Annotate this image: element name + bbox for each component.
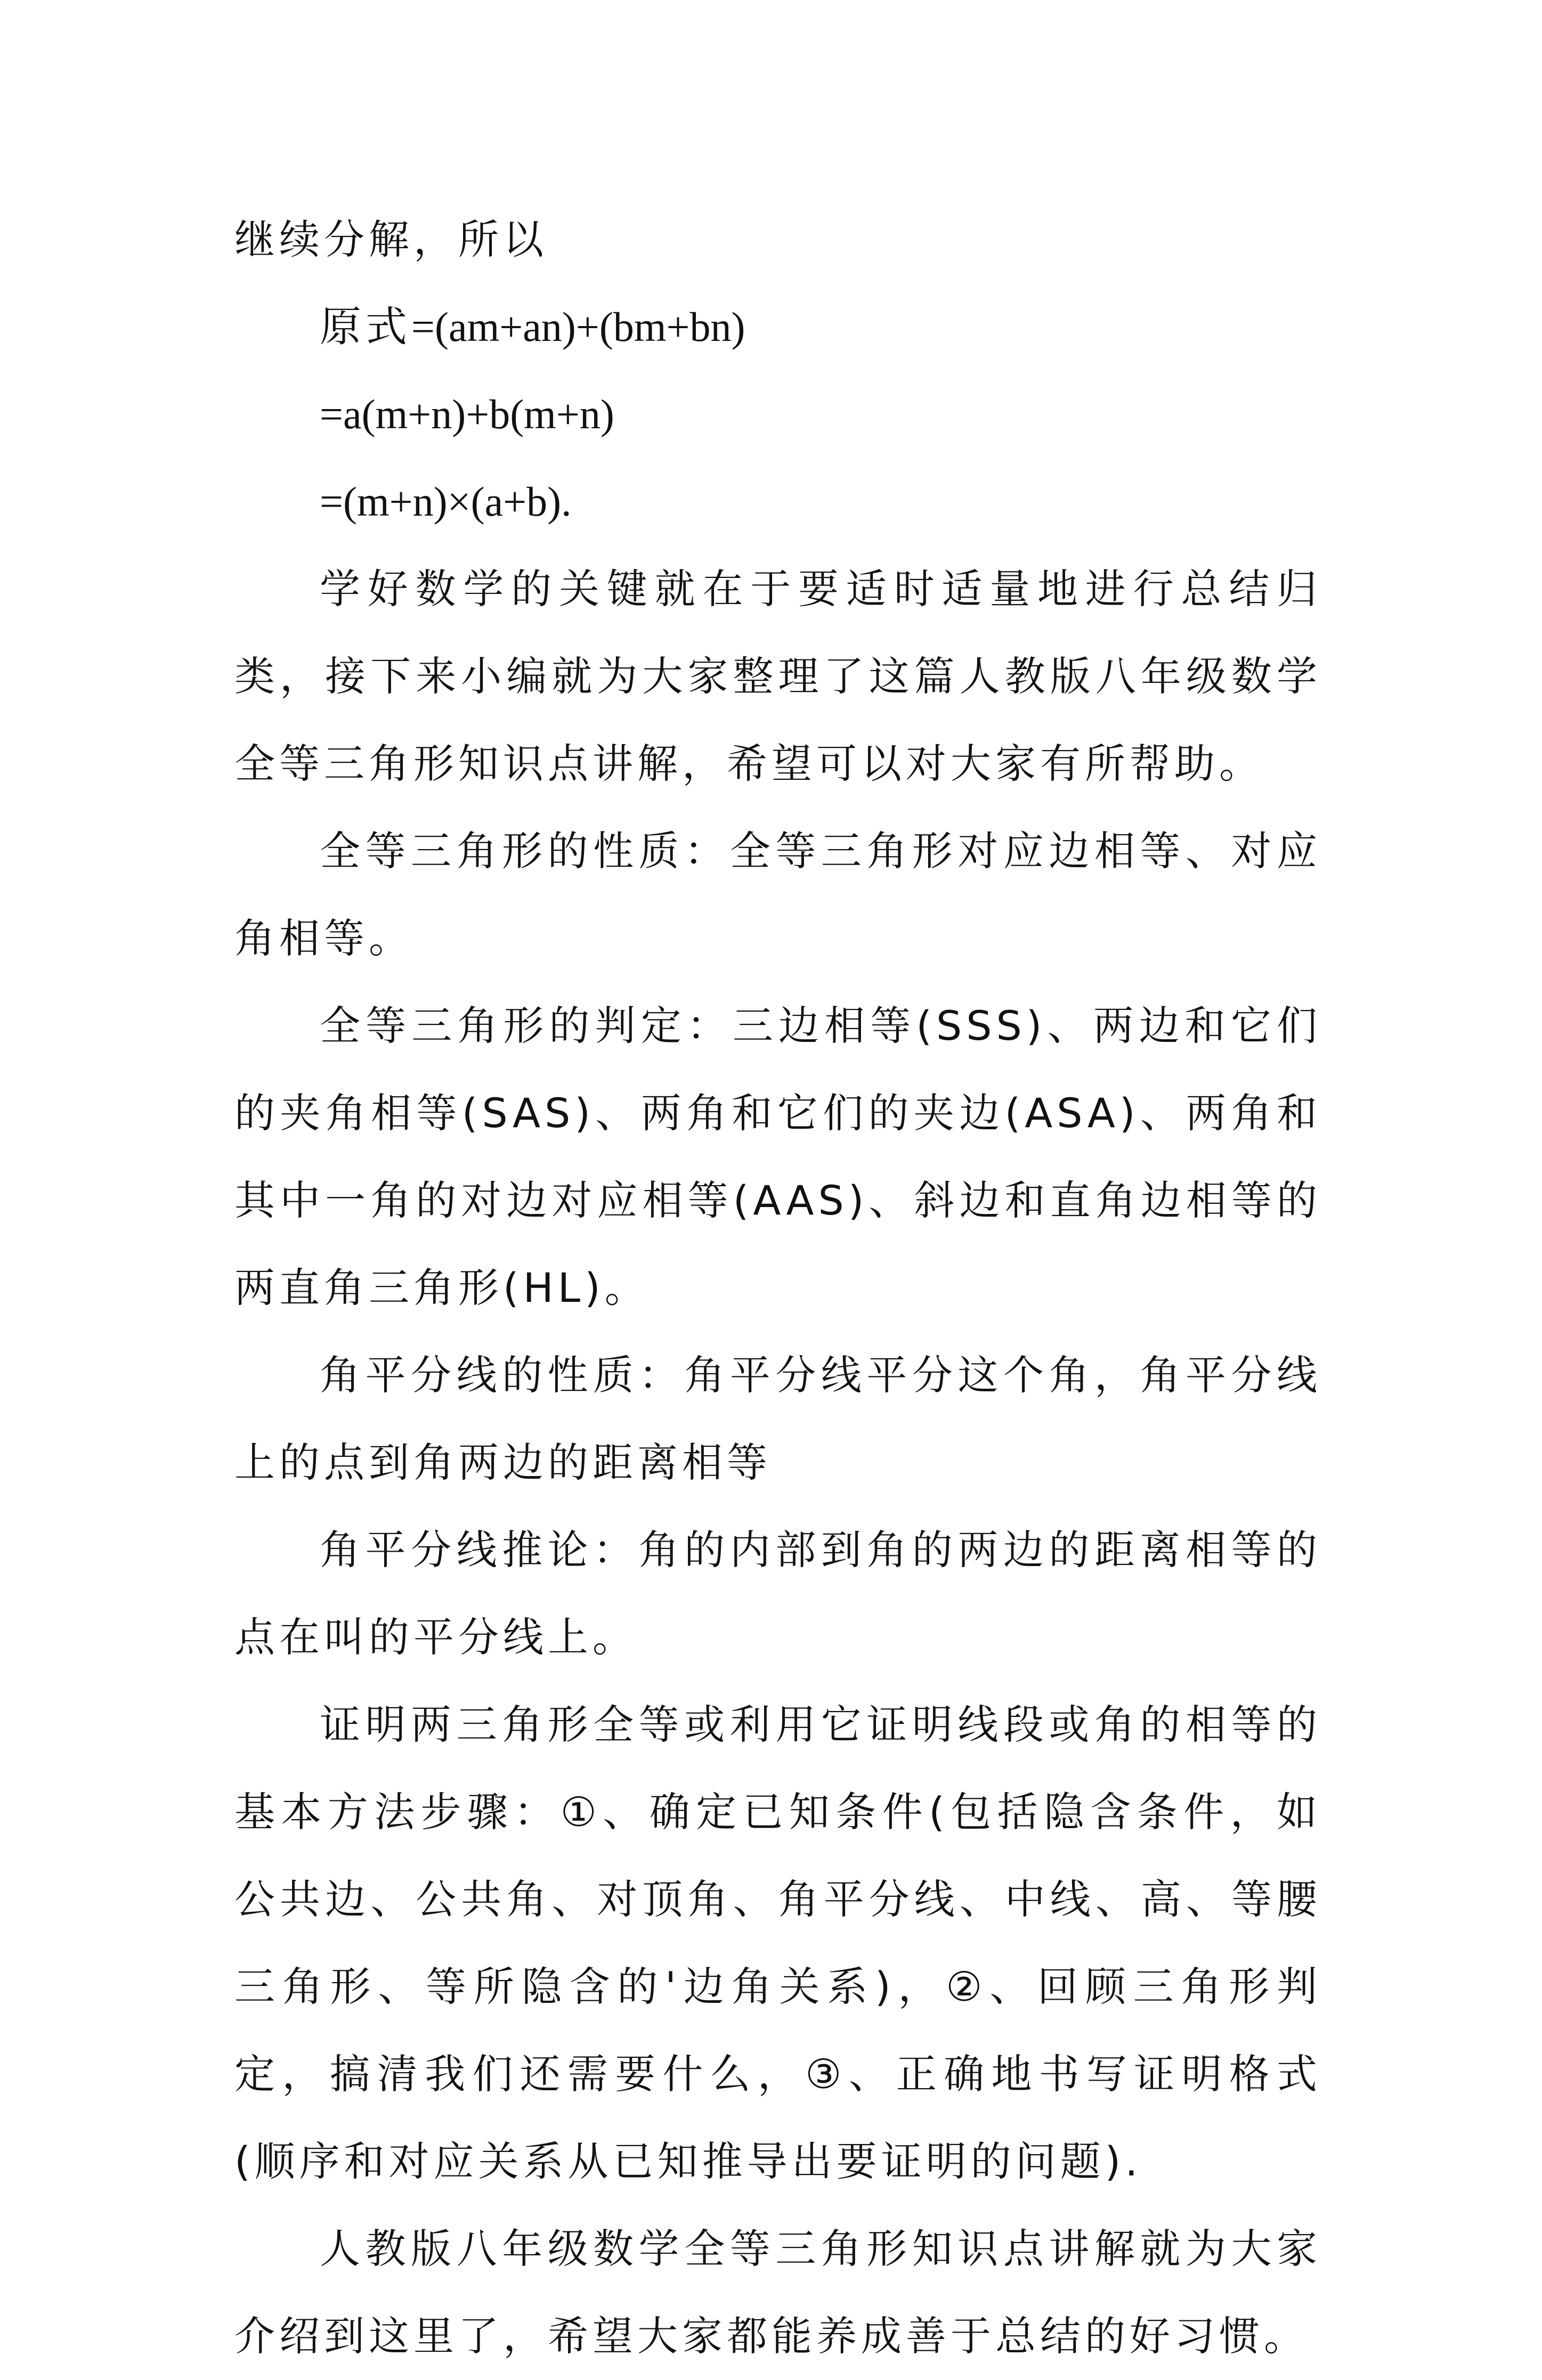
formula-line-1	[234, 283, 1321, 371]
paragraph-properties: 全等三角形的性质：全等三角形对应边相等、对应角相等。	[234, 827, 1321, 962]
formula-expression-1: =(am+an)+(bm+bn)	[411, 304, 745, 350]
paragraph-bisector-property: 角平分线的性质：角平分线平分这个角，角平分线上的点到角两边的距离相等	[234, 1351, 1321, 1486]
formula-prefix: 原式	[320, 303, 412, 351]
paragraph-proof-steps: 证明两三角形全等或利用它证明线段或角的相等的基本方法步骤：①、确定已知条件(包括隐含条件，如公共边、公共角、对顶角、角平分线、中线、高、等腰三角形、等所隐含的'边角关系)，②、回顾三角形判定，搞清我们还需要什么，③、正确地书写证明格式(顺序和对应关系从已知推导出要证明的问题).	[234, 1701, 1321, 2185]
paragraph-bisector-corollary: 角平分线推论：角的内部到角的两边的距离相等的点在叫的平分线上。	[234, 1526, 1321, 1661]
formula-line-2: =a(m+n)+b(m+n)	[320, 391, 614, 437]
formula-line-3: =(m+n)×(a+b).	[320, 478, 572, 525]
document-body	[234, 196, 1321, 2380]
paragraph-criteria: 全等三角形的判定：三边相等(SSS)、两边和它们的夹角相等(SAS)、两角和它们的夹边(ASA)、两角和其中一角的对边对应相等(AAS)、斜边和直角边相等的两直角三角形(HL)。	[234, 1002, 1321, 1311]
paragraph-intro: 学好数学的关键就在于要适时适量地进行总结归类，接下来小编就为大家整理了这篇人教版八年级数学全等三角形知识点讲解，希望可以对大家有所帮助。	[234, 565, 1321, 787]
paragraph-conclusion: 人教版八年级数学全等三角形知识点讲解就为大家介绍到这里了，希望大家都能养成善于总结的好习惯。	[234, 2225, 1321, 2360]
lead-text: 继续分解，所以	[234, 216, 548, 263]
